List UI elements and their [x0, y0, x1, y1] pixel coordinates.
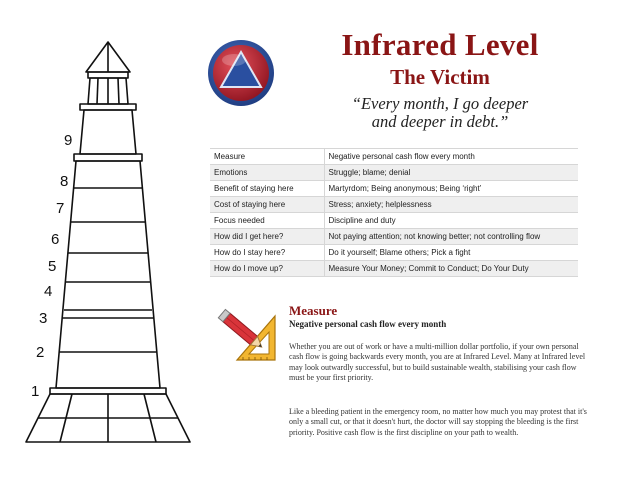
triangle-emblem-icon: [206, 38, 276, 108]
measure-subtitle: Negative personal cash flow every month: [289, 319, 447, 329]
tower-level-7: 7: [56, 200, 65, 217]
table-value: Discipline and duty: [324, 213, 578, 229]
tower-level-1: 1: [31, 383, 40, 400]
quote: [290, 95, 590, 131]
table-value: Not paying attention; not knowing better; not controlling flow: [324, 229, 578, 245]
table-value: Negative personal cash flow every month: [324, 149, 578, 165]
tower-level-4: 4: [44, 283, 53, 300]
table-key: Measure: [210, 149, 324, 165]
level-info-table: [210, 148, 578, 277]
table-value: Stress; anxiety; helplessness: [324, 197, 578, 213]
table-key: Emotions: [210, 165, 324, 181]
tower-level-2: 2: [36, 344, 45, 361]
page-subtitle: The Victim: [390, 65, 490, 89]
pencil-ruler-icon: [213, 304, 277, 362]
measure-paragraph-2: Like a bleeding patient in the emergency room, no matter how much you may protest that it's only a small cut, or that it doesn't hurt, the doctor will say stopping the bleeding is the first priority. Positive cash flow is the first discipline on your path to wealth.: [289, 407, 587, 437]
table-key: How did I get here?: [210, 229, 324, 245]
tower-level-8: 8: [60, 173, 69, 190]
table-row: [210, 197, 578, 213]
quote-line-1: “Every month, I go deeper: [351, 94, 529, 113]
tower-level-5: 5: [48, 258, 57, 275]
tower-level-6: 6: [51, 231, 60, 248]
table-key: How do I stay here?: [210, 245, 324, 261]
measure-heading: [289, 304, 446, 330]
table-value: Struggle; blame; denial: [324, 165, 578, 181]
tower-illustration: [0, 0, 200, 479]
table-value: Martyrdom; Being anonymous; Being ‘right’: [324, 181, 578, 197]
page-title: Infrared Level: [341, 27, 539, 62]
table-key: How do I move up?: [210, 261, 324, 277]
title-block: [290, 28, 590, 131]
quote-line-2: and deeper in debt.”: [371, 112, 509, 131]
table-key: Focus needed: [210, 213, 324, 229]
table-row: [210, 149, 578, 165]
table-key: Benefit of staying here: [210, 181, 324, 197]
tower-level-3: 3: [39, 310, 48, 327]
table-row: [210, 213, 578, 229]
table-row: [210, 261, 578, 277]
tower-level-9: 9: [64, 132, 73, 149]
table-value: Do it yourself; Blame others; Pick a fight: [324, 245, 578, 261]
table-row: [210, 229, 578, 245]
measure-title: Measure: [289, 303, 338, 318]
table-row: [210, 181, 578, 197]
table-value: Measure Your Money; Commit to Conduct; Do Your Duty: [324, 261, 578, 277]
table-row: [210, 245, 578, 261]
measure-paragraph-1: Whether you are out of work or have a multi-million dollar portfolio, if your own personal cash flow is going backwards every month, you are at Infrared Level. Many at Infrared level may look outwardly successful, but to build sustainable wealth, stabilising your cash flow must be your first priority.: [289, 342, 586, 382]
table-row: [210, 165, 578, 181]
table-key: Cost of staying here: [210, 197, 324, 213]
